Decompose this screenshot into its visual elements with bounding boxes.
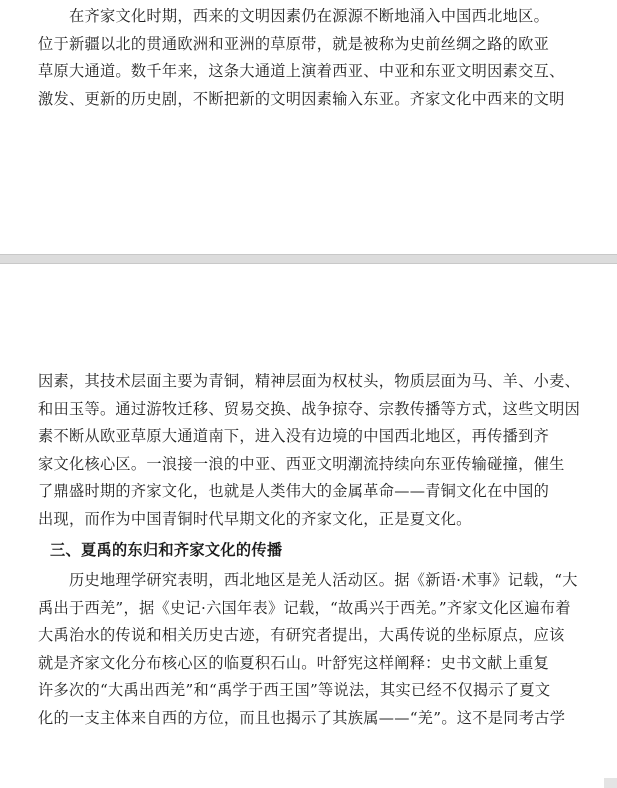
document-page-top: [0, 0, 617, 254]
text-line: 激发、更新的历史剧，不断把新的文明因素输入东亚。齐家文化中西来的文明: [38, 89, 565, 108]
paragraph-western-civilization: [38, 3, 583, 113]
text-line: 了鼎盛时期的齐家文化，也就是人类伟大的金属革命——青铜文化在中国的: [38, 482, 550, 500]
text-line: 草原大通道。数千年来，这条大通道上演着西亚、中亚和东亚文明因素交互、: [38, 62, 565, 80]
document-page-bottom: [0, 264, 617, 788]
text-line: 素不断从欧亚草原大通道南下，进入没有边境的中国西北地区，再传播到齐: [38, 427, 550, 445]
text-line: 大禹治水的传说和相关历史古迹，有研究者提出，大禹传说的坐标原点，应该: [38, 626, 565, 644]
page-separator: [0, 254, 617, 264]
text-line: 禹出于西羌”，据《史记·六国年表》记载，“故禹兴于西羌。”齐家文化区遍布着: [38, 598, 571, 617]
text-line: 位于新疆以北的贯通欧洲和亚洲的草原带，就是被称为史前丝绸之路的欧亚: [38, 34, 550, 53]
section-heading: 三、夏禹的东归和齐家文化的传播: [50, 541, 283, 559]
text-line: 历史地理学研究表明，西北地区是羌人活动区。据《新语·术事》记载，“大: [69, 571, 578, 589]
text-line: 化的一支主体来自西的方位，而且也揭示了其族属——“羌”。这不是同考古学: [38, 708, 566, 727]
text-line: 在齐家文化时期，西来的文明因素仍在源源不断地涌入中国西北地区。: [69, 7, 550, 25]
text-line: 因素，其技术层面主要为青铜，精神层面为权杖头，物质层面为马、羊、小麦、: [38, 372, 581, 390]
text-line: 和田玉等。通过游牧迁移、贸易交换、战争掠夺、宗教传播等方式，这些文明因: [38, 399, 581, 418]
document-body: [38, 368, 583, 732]
text-line: 出现，而作为中国青铜时代早期文化的齐家文化，正是夏文化。: [38, 509, 472, 528]
text-line: 许多次的“大禹出西羌”和“禹学于西王国”等说法，其实已经不仅揭示了夏文: [38, 681, 551, 699]
text-line: 家文化核心区。一浪接一浪的中亚、西亚文明潮流持续向东亚传输碰撞，催生: [38, 454, 565, 473]
scrollbar-corner[interactable]: [604, 778, 617, 788]
text-line: 就是齐家文化分布核心区的临夏积石山。叶舒宪这样阐释：史书文献上重复: [38, 653, 550, 672]
